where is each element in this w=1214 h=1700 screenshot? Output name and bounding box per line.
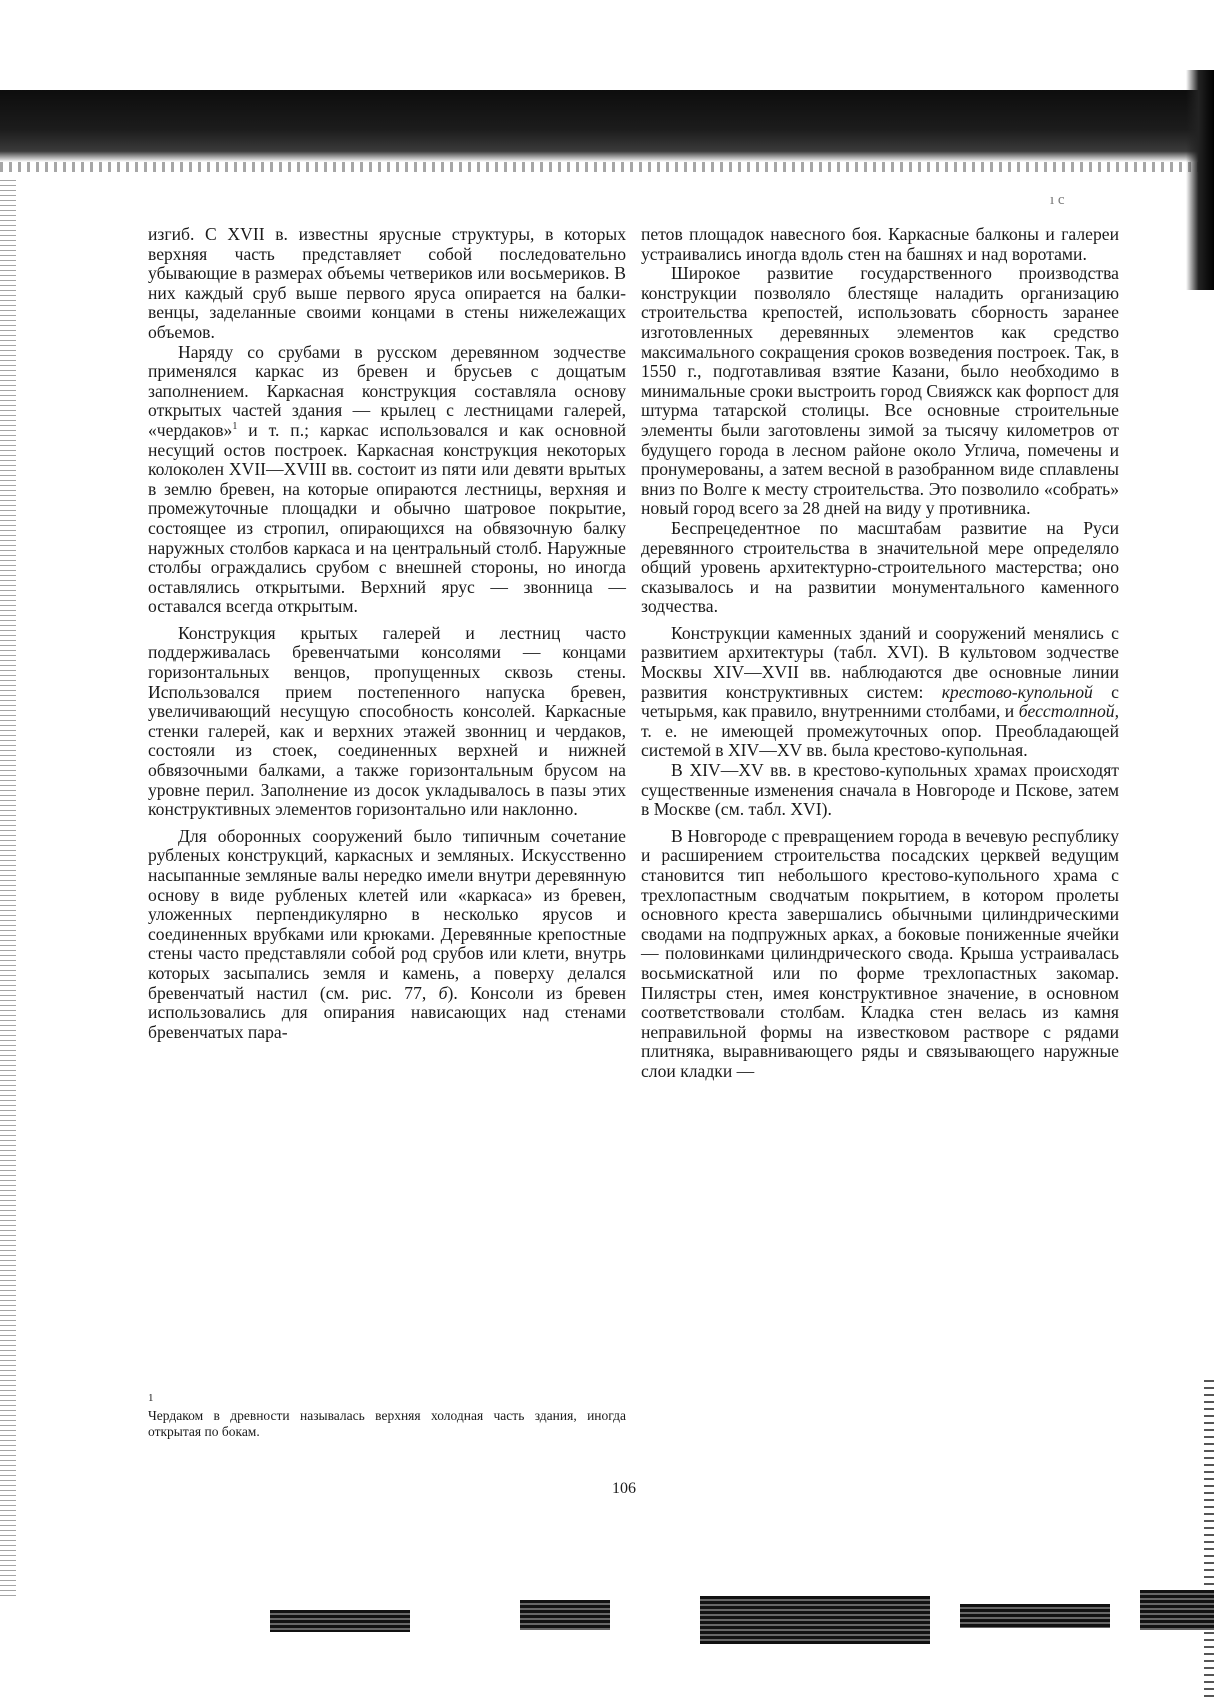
paragraph [641,624,1119,761]
paragraph-text: т. е. не имеющей промежуточных опор. Преобладающей системой в XIV—XV вв. была крестово-купольная. [641,720,1119,761]
scan-dark-band-top [0,90,1214,162]
footnote [148,1408,626,1440]
paragraph [641,827,1119,1082]
text-column-right [641,225,1119,1082]
paragraph [148,225,626,343]
paragraph-text: Конструкции каменных зданий и сооружений менялись с развитием архитектуры (табл. XVI). В культовом зодчестве Москвы XIV—XVII вв. наблюдаются две основные линии развития конструктивных систем: [641,622,1119,702]
paragraph [148,827,626,1043]
paragraph-text: Конструкция крытых галерей и лестниц часто поддерживалась бревенчатыми консолями — концами горизонтальных венцов, пропущенных сквозь стены. Использовался прием постепенного напуска бревен, увеличивающий несущую способность консолей. Каркасные стенки галерей, как и верхних этажей звонниц и чердаков, состояли из стоек, соединенных верхней и нижней обвязочными балками, а также горизонтальным брусом на уровне перил. Заполнение из досок укладывалось в пазы этих конструктивных элементов горизонтально или наклонно. [148,622,626,820]
text-column-left [148,225,626,1042]
paragraph-text: Для оборонных сооружений было типичным сочетание рубленых конструкций, каркасных и земляных. Искусственно насыпанные земляные валы нередко имели внутри деревянную основу в виде рубленых клетей или «каркаса» из бревен, уложенных перпендикулярно в несколько ярусов и соединенных врубками или крюками. Деревянные крепостные стены часто представляли собой род срубов или клети, внутрь которых засыпались земля и камень, а поверху делался бревенчатый настил (см. рис. 77, [148,825,626,1003]
paragraph-text: В Новгороде с превращением города в вечевую республику и расширением строительства посадских церквей ведущим становится тип небольшого крестово-купольного храма с трехлопастным сводчатым покрытием, в котором пролеты основного креста завершались обычными цилиндрическими сводами на подпружных арках, а боковые пониженные ячейки — половинками цилиндрического свода. Крыша устраивалась восьмискатной или по форме трехлопастных закомар. Пилястры стен, имея конструктивное значение, в основном соответствовали столбам. Кладка стен велась из камня неправильной формы на известковом растворе с рядами плитняка, выравнивающего ряды и связывающего наружные слои кладки — [641,825,1119,1081]
italic-text: крестово-купольной [941,681,1093,702]
scan-edge-left [0,180,16,1600]
paragraph-text: петов площадок навесного боя. Каркасные балконы и галереи устраивались иногда вдоль стен на башнях и над воротами. [641,224,1119,264]
footnote-marker: 1 [148,1392,154,1404]
paragraph [148,343,626,617]
footnote-ref: 1 [232,421,238,433]
paragraph-text: изгиб. С XVII в. известны ярусные структуры, в которых верхняя часть представляет собой последовательно убывающие в размерах объемы четвериков или восьмериков. В них каждый сруб выше первого яруса опирается на балки-венцы, заделанные своими концами в стены нижележащих объемов. [148,224,626,342]
scan-dark-edge-right [1186,70,1214,290]
paragraph [641,761,1119,820]
paragraph-text: ). Консоли из бревен использовались для опирания нависающих над стенами бревенчатых пара- [148,982,626,1042]
margin-mark: ı с [1050,192,1065,208]
scan-artifacts-bottom [0,1590,1214,1700]
paragraph-text: В XIV—XV вв. в крестово-купольных храмах происходят существенные изменения сначала в Новгороде и Пскове, затем в Москве (см. табл. XVI). [641,760,1119,820]
paragraph [641,225,1119,264]
paragraph-text: с четырьмя, как правило, внутренними столбами, и [641,681,1119,722]
paragraph [641,264,1119,519]
footnote-text: Чердаком в древности называлась верхняя холодная часть здания, иногда открытая по бокам. [148,1408,626,1439]
paragraph-text: Беспрецедентное по масштабам развитие на Руси деревянного строительства в значительной мере определяло общий уровень архитектурно-строительного мастерства; оно сказывалось и на развитии монументального каменного зодчества. [641,517,1119,617]
italic-text: б [438,982,448,1003]
paragraph-text: и т. п.; каркас использовался и как основной несущий остов построек. Каркасная конструкция некоторых колоколен XVII—XVIII вв. состоит из пяти или девяти врытых в землю бревен, на которые опираются лестницы, верхняя и промежуточные площадки и обычно шатровое покрытие, состоящее из стропил, опирающихся на обвязочную балку наружных столбов каркаса и на центральный столб. Наружные столбы ограждались срубом с внешней стороны, но иногда оставлялись открытыми. Верхний ярус — звонница — оставался всегда открытым. [148,419,626,617]
italic-text: бесстолпной, [1018,701,1119,722]
paragraph [148,624,626,820]
paragraph-text: Наряду со срубами в русском деревянном зодчестве применялся каркас из бревен и брусьев с дощатым заполнением. Каркасная конструкция составляла основу открытых частей здания — крылец с лестницами галерей, «чердаков» [148,341,626,440]
paragraph-text: Широкое развитие государственного производства конструкции позволяло блестяще наладить организацию строительства крепостей, использовать сборность заранее изготовленных деревянных элементов как средство максимального сокращения сроков возведения построек. Так, в 1550 г., подготавливая взятие Казани, было необходимо в минимальные сроки выстроить город Свияжск как форпост для штурма татарской столицы. Все основные строительные элементы были заготовлены зимой за тысячу километров от будущего города в лесном районе около Углича, помечены и пронумерованы, а затем весной в разобранном виде сплавлены вниз по Волге к месту строительства. Это позволило «собрать» новый город всего за 28 дней на виду у противника. [641,263,1119,519]
paragraph [641,519,1119,617]
page-number: 106 [612,1480,636,1497]
